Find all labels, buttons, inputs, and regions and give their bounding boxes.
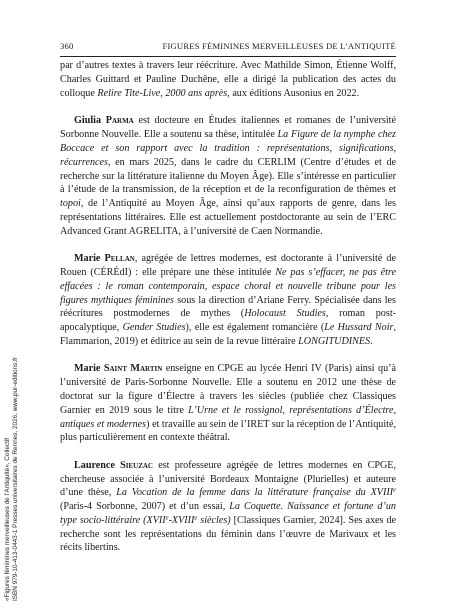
copyright-sidebar [4, 1, 52, 601]
page-number: 360 [60, 41, 74, 51]
author-name: Laurence Sieuzac [74, 459, 153, 471]
bio-saint-martin: Marie Saint Martin enseigne en CPGE au lycée Henri IV (Paris) ainsi qu’à l’université de Paris-Sorbonne Nouvelle. Elle a soutenu en 2012 une thèse de doctorat sur la figure d’Électre à travers les siècles (publiée chez Classiques Garnier en 2019 sous le titre L’Urne et le rossignol, représentations d’Électre, antiques et modernes) et travaille au sein de l’IRET sur la réception de l’Antiquité, plus particulièrement en contexte théâtral. [60, 363, 397, 444]
copyright-text [4, 1, 20, 601]
page-body [60, 59, 396, 569]
copyright-line-1: «Figures féminines merveilleuses de l’Antiquité», Collectif [4, 437, 11, 601]
bio-parma: Giulia Parma est docteure en Études italiennes et romanes de l’université Sorbonne Nouvelle. Elle a soutenu sa thèse, intitulée La Figure de la nymphe chez Boccace et son rapport avec la tradition : représentations, significations, récurrences, en mars 2025, dans le cadre du CERLIM (Centre d’études et de recherche sur la littérature italienne du Moyen Âge). Elle s’intéresse en particulier à l’étude de la transmission, de la réception et de la reconfiguration de thèmes et topoi, de l’Antiquité au Moyen Âge, ainsi qu’aux rapports de genre, dans les représentations littéraires. Elle est actuellement postdoctorante au sein de l’ERC Advanced Grant AGRELITA, à l’université de Caen Normandie. [60, 115, 396, 237]
bio-sieuzac: Laurence Sieuzac est professeure agrégée de lettres modernes en CPGE, chercheuse associée à l’université Bordeaux Montaigne (Plurielles) et auteure d’une thèse, La Vocation de la femme dans la littérature française du XVIIIe (Paris-4 Sorbonne, 2007) et d’un essai, La Coquette. Naissance et fortune d’un type socio-littéraire (XVIIe-XVIIIe siècles) [Classiques Garnier, 2024]. Ses axes de recherche sont les représentations du féminin dans l’œuvre de Marivaux et les récits libertins. [60, 459, 396, 554]
copyright-line-2: ISBN 979-10-413-0443-1 Presses universitaires de Rennes, 2026, www.pur-editions.fr [12, 356, 19, 601]
author-name: Giulia Parma [74, 115, 134, 127]
header-rule [60, 56, 396, 57]
bio-pellan: Marie Pellan, agrégée de lettres modernes, est doctorante à l’université de Rouen (CÉRÉdI) : elle prépare une thèse intitulée Ne pas s’effacer, ne pas être effacées : le roman contemporain, espace choral et nouvelle tribune pour les figures mythiques féminines sous la direction d’Ariane Ferry. Spécialisée dans les réécritures postmodernes de mythes (Holocaust Studies, roman post-apocalyptique, Gender Studies), elle est également romancière (Le Hussard Noir, Flammarion, 2019) et éditrice au sein de la revue littéraire LONGITUDINES. [60, 253, 396, 347]
intro-paragraph: par d’autres textes à travers leur réécriture. Avec Mathilde Simon, Étienne Wolff, Charles Guittard et Pauline Duchêne, elle a dirigé la publication des actes du colloque Relire Tite-Live, 2000 ans après, aux éditions Ausonius en 2022. [60, 60, 396, 99]
running-title: FIGURES FÉMININES MERVEILLEUSES DE L’ANTIQUITÉ [162, 41, 396, 51]
author-name: Marie Pellan [74, 253, 135, 265]
author-name: Marie Saint Martin [74, 363, 163, 375]
running-header [60, 41, 396, 55]
